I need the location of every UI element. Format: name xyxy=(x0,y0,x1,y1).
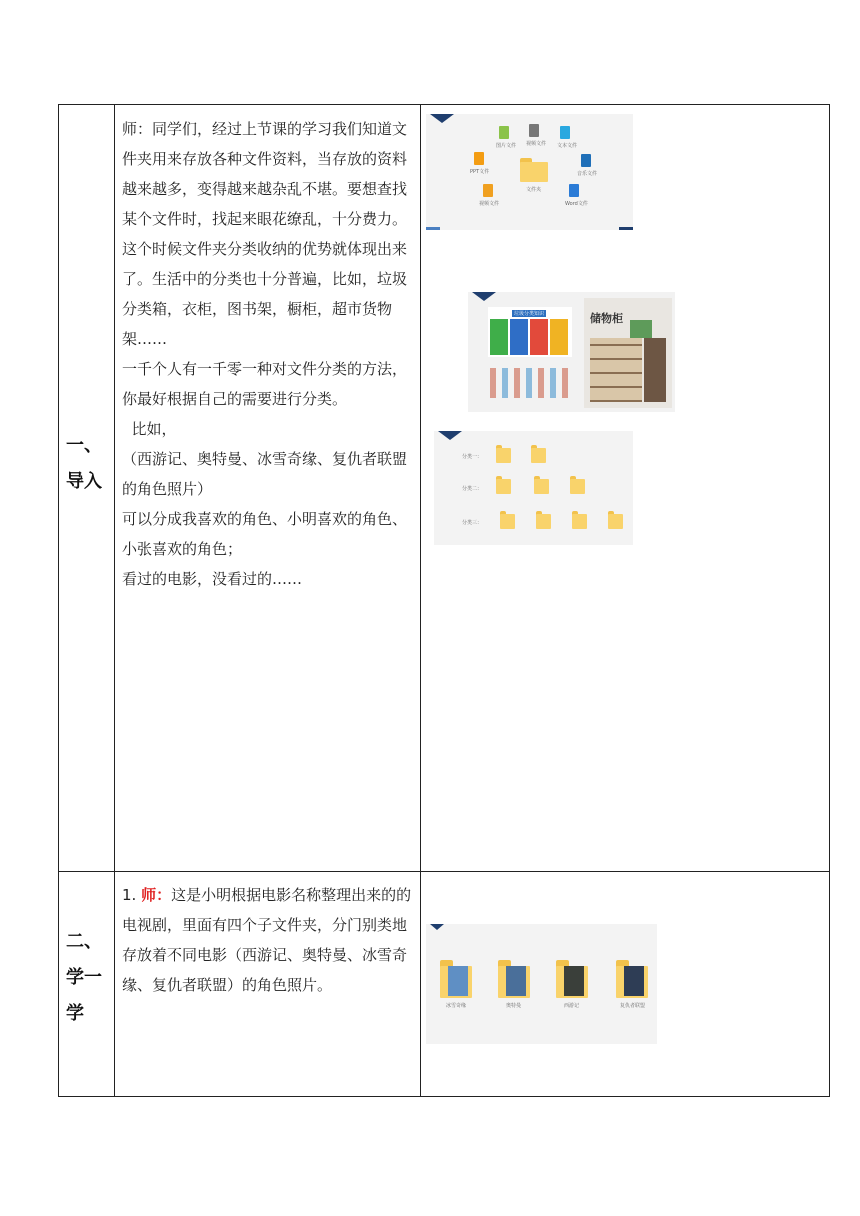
table-border-bottom xyxy=(58,1096,830,1097)
paragraph-learn-body: 这是小明根据电影名称整理出来的的电视剧，里面有四个子文件夹，分门别类地存放着不同电影（西游记、奥特曼、冰雪奇缘、复仇者联盟）的角色照片。 xyxy=(122,886,412,994)
trash-bins-panel xyxy=(488,307,572,357)
movie-folders-image xyxy=(426,924,657,1044)
section-2-label xyxy=(66,924,102,1032)
journey-west-folder-cover xyxy=(564,966,584,996)
paragraph-example-watched: 看过的电影，没看过的…… xyxy=(122,570,303,588)
folder-icon xyxy=(570,476,585,494)
yellow-bin-icon xyxy=(550,319,568,355)
folder-icon xyxy=(536,511,551,529)
col-divider-2 xyxy=(420,104,421,1097)
ultraman-folder-icon xyxy=(498,960,530,998)
blue-bin-icon xyxy=(510,319,528,355)
word-file-icon xyxy=(569,184,579,197)
folder-icon xyxy=(572,511,587,529)
category-2-label: 分类二： xyxy=(462,486,483,492)
table-border-top xyxy=(58,104,830,105)
row-divider xyxy=(58,871,830,872)
text-file-icon xyxy=(560,126,570,139)
avengers-folder-icon xyxy=(616,960,648,998)
corner-marker-icon xyxy=(430,114,454,123)
text-file-label: 文本文件 xyxy=(557,143,578,149)
journey-west-folder-icon xyxy=(556,960,588,998)
paragraph-number: 1. xyxy=(122,886,142,904)
video-file-label-2: 视频文件 xyxy=(479,201,500,207)
paragraph-example-list: （西游记、奥特曼、冰雪奇缘、复仇者联盟的角色照片） xyxy=(122,450,408,498)
corner-marker-icon xyxy=(430,924,444,930)
frozen-folder-label: 冰雪奇缘 xyxy=(446,1003,467,1009)
section-1-number: 一、 xyxy=(66,435,102,456)
folder-icon xyxy=(608,511,623,529)
paragraph-learn xyxy=(122,880,412,1000)
bottom-accent-left xyxy=(426,227,440,230)
col-divider-1 xyxy=(114,104,115,1097)
category-3-label: 分类三： xyxy=(462,520,483,526)
category-1-label: 分类一： xyxy=(462,454,483,460)
waste-items-strip xyxy=(490,368,570,398)
image-file-label: 图片文件 xyxy=(496,143,517,149)
corner-marker-icon xyxy=(438,431,462,440)
red-bin-icon xyxy=(530,319,548,355)
paragraph-example-categories: 可以分成我喜欢的角色、小明喜欢的角色、小张喜欢的角色； xyxy=(122,510,408,558)
image-file-icon xyxy=(499,126,509,139)
folder-icon xyxy=(500,511,515,529)
frozen-folder-cover xyxy=(448,966,468,996)
video-file-icon xyxy=(529,124,539,137)
section-2-title-line-1: 学一 xyxy=(66,967,102,988)
section-1-text xyxy=(122,114,412,594)
cabinet-shelves xyxy=(590,338,642,402)
bottom-accent-right xyxy=(619,227,633,230)
video-file-icon-2 xyxy=(483,184,493,197)
trash-panel-title: 垃圾分类知识 xyxy=(514,311,545,317)
table-border-left xyxy=(58,104,59,1097)
green-bin-icon xyxy=(490,319,508,355)
journey-west-folder-label: 西游记 xyxy=(564,1003,580,1009)
paragraph-example-lead: 比如， xyxy=(122,420,177,438)
table-border-right xyxy=(829,104,830,1097)
corner-marker-icon xyxy=(472,292,496,301)
plant-frame xyxy=(630,320,652,338)
ppt-file-icon xyxy=(474,152,484,165)
paragraph-intro: 师：同学们，经过上节课的学习我们知道文件夹用来存放各种文件资料，当存放的资料越来越多，变得越来越杂乱不堪。要想查找某个文件时，找起来眼花缭乱，十分费力。这个时候文件夹分类收纳的优势就体现出来了。生活中的分类也十分普遍，比如，垃圾分类箱，衣柜，图书架，橱柜，超市货物架…… xyxy=(122,120,408,348)
music-file-icon xyxy=(581,154,591,167)
music-file-label: 音乐文件 xyxy=(577,171,598,177)
video-file-label: 视频文件 xyxy=(526,141,547,147)
folder-icon xyxy=(531,445,546,463)
folder-icon xyxy=(496,476,511,494)
teacher-speaker-label: 师： xyxy=(141,886,172,904)
section-2-title-line-2: 学 xyxy=(66,1003,84,1024)
section-1-label xyxy=(66,428,102,500)
folder-categories-image xyxy=(434,431,633,545)
frozen-folder-icon xyxy=(440,960,472,998)
section-1-title: 导入 xyxy=(66,471,102,492)
folder-icon xyxy=(496,445,511,463)
cabinet-photo xyxy=(584,298,672,408)
cabinet-door xyxy=(644,338,666,402)
ultraman-folder-cover xyxy=(506,966,526,996)
storage-examples-image xyxy=(468,292,675,412)
ppt-file-label: PPT文件 xyxy=(470,169,490,175)
avengers-folder-cover xyxy=(624,966,644,996)
section-2-text xyxy=(122,880,412,1000)
word-file-label: Word文件 xyxy=(565,201,588,207)
ultraman-folder-label: 奥特曼 xyxy=(506,1003,522,1009)
folder-icon xyxy=(534,476,549,494)
center-folder-icon xyxy=(520,158,548,182)
section-2-number: 二、 xyxy=(66,931,102,952)
paragraph-methods: 一千个人有一千零一种对文件分类的方法，你最好根据自己的需要进行分类。 xyxy=(122,360,408,408)
cabinet-title: 储物柜 xyxy=(590,312,623,325)
files-diagram-image xyxy=(426,114,633,230)
center-folder-label: 文件夹 xyxy=(526,187,542,193)
avengers-folder-label: 复仇者联盟 xyxy=(620,1003,646,1009)
